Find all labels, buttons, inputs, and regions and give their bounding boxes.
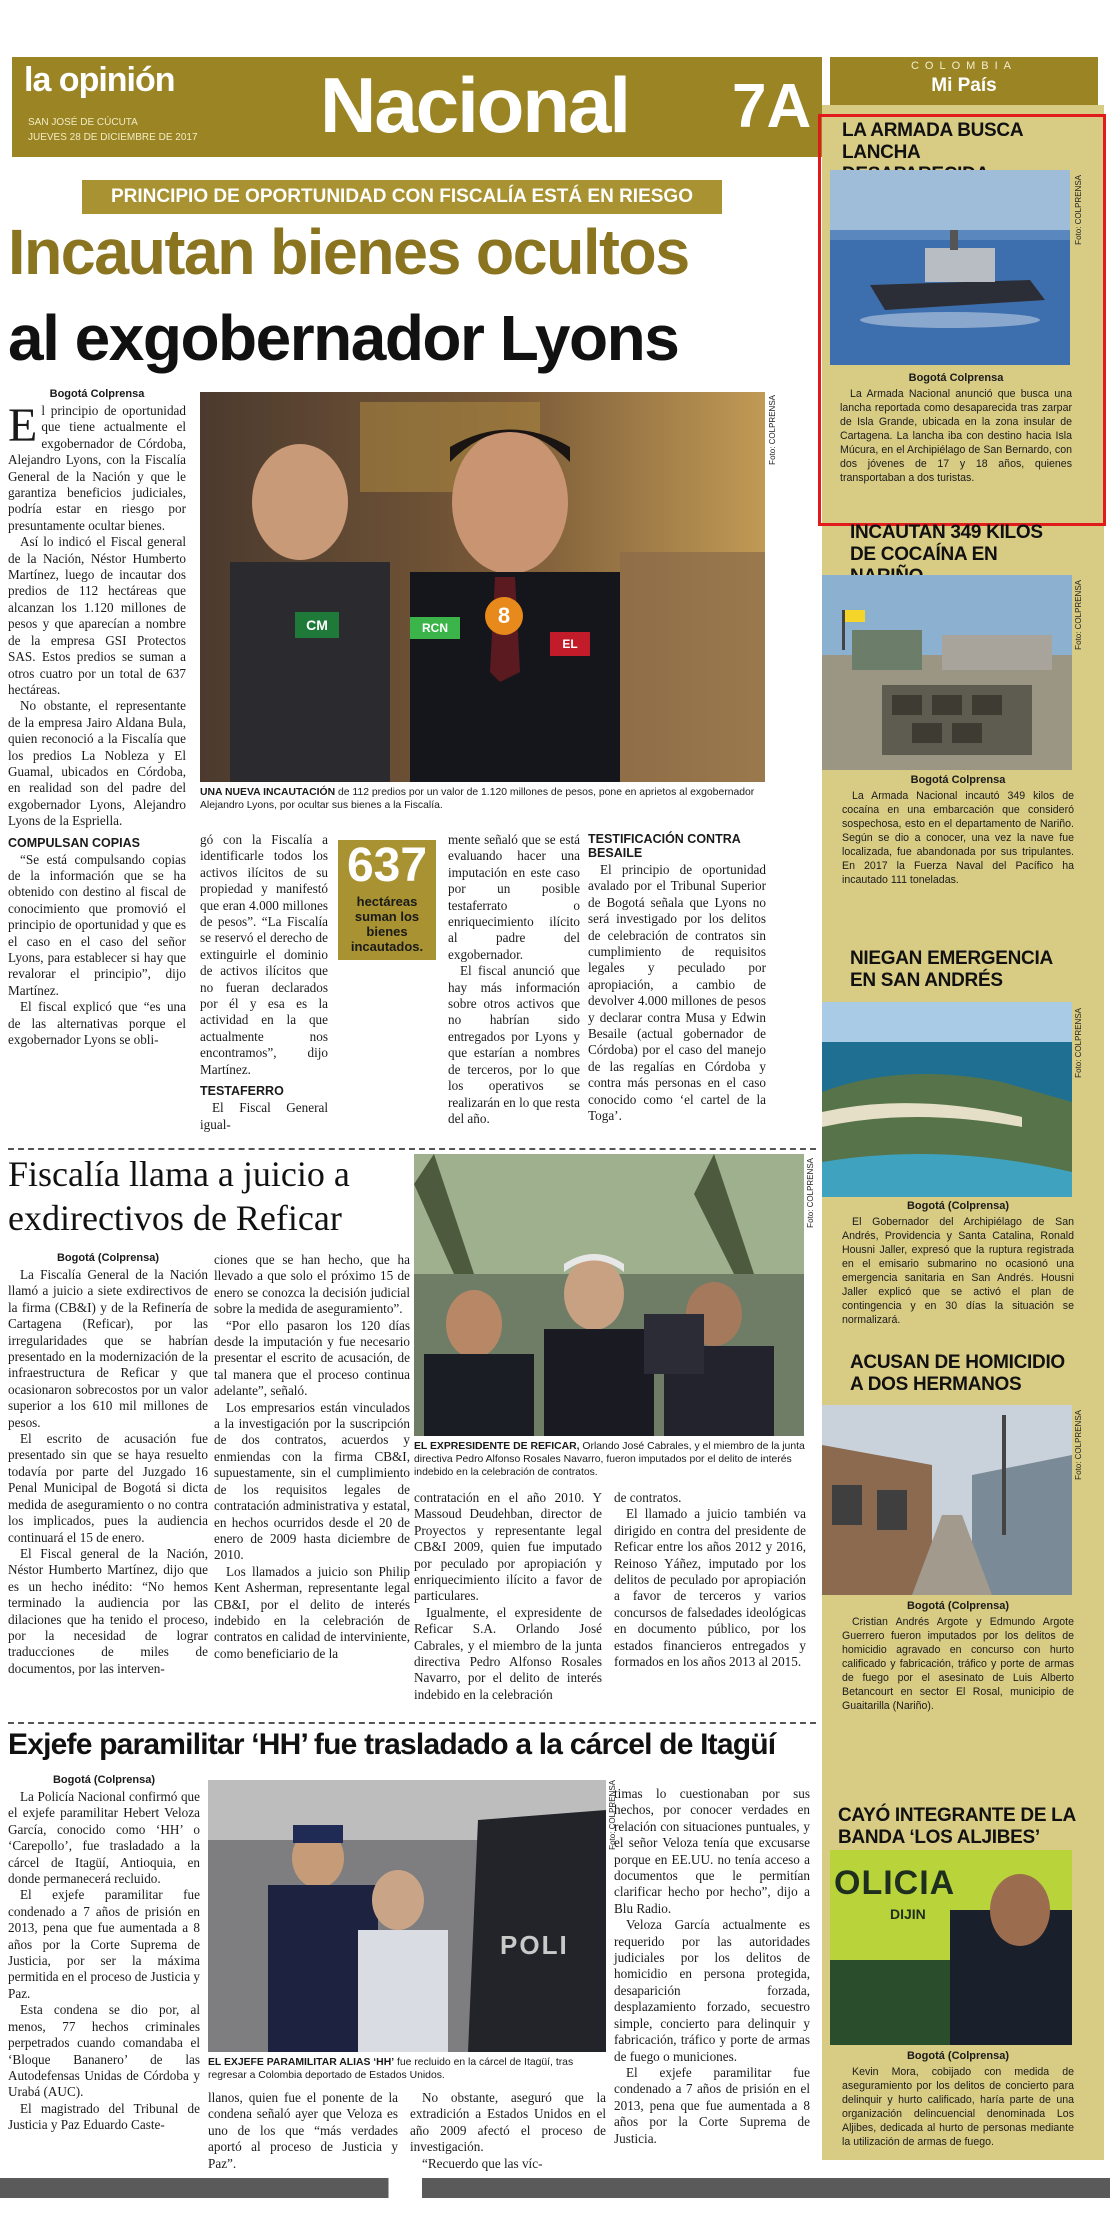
section-title: Nacional [320, 61, 630, 149]
sidebar-photo-island [822, 1002, 1072, 1197]
lead-headline-1: Incautan bienes ocultos [8, 216, 689, 288]
police-vest-text: OLICIA [834, 1864, 956, 1902]
hh-paragraph: El exjefe paramilitar fue condenado a 7 años de prisión en 2013, pena que fue aumentada a 8 años por la Corte Suprema de Justicia, por ser la máxima permitida en el proceso de Justicia y Paz. [8, 1887, 200, 2001]
sidebar-byline: Bogotá (Colprensa) [906, 2050, 1010, 2062]
shield-text: POLI [500, 1930, 569, 1960]
caption-text: de 112 predios por un valor de 1.120 millones de pesos, pone en aprietos al exgobernador Alejandro Lyons, por ocultar sus bienes a la Fiscalía. [200, 787, 755, 811]
photo-credit: Foto: COLPRENSA [608, 1780, 617, 1850]
reficar-column-3 [414, 1490, 602, 1703]
divider [8, 1722, 816, 1724]
mic-logo-rcn: RCN [410, 617, 460, 639]
hh-paragraph: llanos, quien fue el ponente de la condena señaló ayer que Veloza es uno de los que “más verdades aportó al proceso de Justicia y Paz”. [208, 2090, 398, 2171]
masthead-city: SAN JOSÉ DE CÚCUTA [28, 117, 138, 128]
reficar-caption [414, 1440, 806, 1479]
sidebar-byline: Bogotá Colprensa [908, 372, 1004, 384]
sidebar-story [842, 2050, 1074, 2149]
photo-credit: Foto: COLPRENSA [806, 1158, 815, 1228]
sidebar-story [840, 372, 1072, 485]
reficar-paragraph: La Fiscalía General de la Nación llamó a juicio a siete exdirectivos de la firma (CB&I) y de la Refinería de Cartagena (Reficar), por las irregularidades que se habrían presentado en la modernización de la infraestructura de Reficar y que ocasionaron sobrecostos por un valor superior a los 610 mil millones de pesos. [8, 1267, 208, 1430]
subhead-testaferro: TESTAFERRO [200, 1084, 284, 1099]
mic-logo-cm: CM [295, 612, 339, 638]
reficar-headline: Fiscalía llama a juicio a exdirectivos de Reficar [8, 1154, 350, 1238]
reficar-column-2 [214, 1252, 410, 1662]
sidebar-text: La Armada Nacional anunció que busca una lancha reportada como desaparecida tras zarpar de Isla Grande, ubicada en la zona insular de Cartagena. La lancha iba con destino hacia Isla Múcura, en el Archipiélago de San Bernardo, con dos jóvenes de 17 y 18 años, quienes transportaban a dos turistas. [840, 388, 1072, 484]
hh-paragraph: Veloza García actualmente es requerido por las autoridades judiciales por los delitos de homicidio en persona protegida, desaparición forzada, desplazamiento forzado, secuestro simple, concierto para delinquir y fabricación, tráfico y porte de armas de fuego o municiones. [614, 1917, 810, 2064]
lead-photo [200, 392, 765, 782]
sidebar-title: ACUSAN DE HOMICIDIO A DOS HERMANOS [850, 1352, 1065, 1395]
lead-paragraph: Así lo indicó el Fiscal general de la Nación, Néstor Humberto Martínez, luego de incautar dos predios de 112 hectáreas que alcanzan los 1.120 millones de pesos y que aparecían a nombre de la empresa GSI Protectos SAS. Estos predios se suman a otros cuatro por un total de 637 hectáreas. [8, 534, 186, 697]
hh-paragraph: “Recuerdo que las víc- [422, 2155, 543, 2171]
lead-column-3 [448, 832, 580, 1127]
lead-paragraph: l principio de oportunidad que tiene actualmente el exgobernador de Córdoba, Alejandro Lyons, con la Fiscalía General de la Nación y que le garantiza beneficios judiciales, podría estar en riesgo por presuntamente ocultar bienes. [8, 403, 186, 533]
sidebar-story [842, 774, 1074, 887]
reficar-column-4 [614, 1490, 806, 1670]
lead-headline-2: al exgobernador Lyons [8, 302, 679, 374]
hh-paragraph: El magistrado del Tribunal de Justicia y Paz Eduardo Caste- [8, 2100, 200, 2133]
hh-paragraph: timas lo cuestionaban por sus hechos, por conocer verdades en relación con situaciones puntuales, y el señor Veloza tenía que excusarse porque en EE.UU. no tenía acceso a documentos que le permitían clarificar hecho por hecho”, dijo a Blu Radio. [614, 1786, 810, 1916]
lead-paragraph: No obstante, el representante de la empresa Jairo Aldana Bula, quien reconoció a la Fiscalía que los predios La Nobleza y El Guamal, ubicados en Córdoba, en realidad son del padre del exgobernador Lyons, Alejandro Lyons de la Espriella. [8, 698, 186, 829]
hh-caption [208, 2056, 606, 2082]
sidebar-story [842, 1200, 1074, 1327]
masthead-date: JUEVES 28 DE DICIEMBRE DE 2017 [28, 132, 198, 143]
lead-paragraph: mente señaló que se está evaluando hacer una imputación en este caso por un posible testaferrato o enriquecimiento ilícito al padre del exgobernador. [448, 832, 580, 962]
sidebar-photo-street [822, 1405, 1072, 1595]
hh-byline: Bogotá (Colprensa) [52, 1774, 156, 1786]
sidebar-text: El Gobernador del Archipiélago de San Andrés, Providencia y Santa Catalina, Ronald Housni Jaller, expresó que la ruptura registrada en el emisario submarino no ocasionó una emergencia sanitaria en San Andrés. Housni Jaller explicó que se activó el plan de contingencia y en 30 días la situación se normalizará. [842, 1216, 1074, 1326]
hh-photo [208, 1780, 606, 2052]
hh-paragraph: El exjefe paramilitar fue condenado a 7 años de prisión en el 2013, pena que fue aumentada a 8 años por la Corte Suprema de Justicia. [614, 2064, 810, 2146]
mic-logo-8: 8 [485, 597, 523, 635]
stat-number: 637 [346, 839, 428, 892]
dropcap: E [8, 399, 38, 452]
lead-paragraph: “Se está compulsando copias de la información que se ha obtenido con destino al fiscal de conocimiento que promovió el principio de oportunidad y que es el caso en el caso del señor Lyons, para establecer si hay que revalorar el principio”, dijo Martínez. [8, 851, 186, 998]
sidebar-title: CAYÓ INTEGRANTE DE LA BANDA ‘LOS ALJIBES’ [838, 1805, 1076, 1848]
sidebar-title: NIEGAN EMERGENCIA EN SAN ANDRÉS [850, 948, 1053, 991]
masthead [12, 57, 822, 157]
hh-column-b [410, 2090, 606, 2172]
hh-column-c [614, 1786, 810, 2147]
reficar-paragraph: contratación en el año 2010. Y Massoud Deudehban, director de Proyectos y representante legal CB&I 2009, quien fue imputado por peculado por apropiación y enriquecimiento ilícito a favor de particulares. [414, 1490, 602, 1604]
photo-credit: Foto: COLPRENSA [1074, 175, 1083, 245]
subhead-compulsan: COMPULSAN COPIAS [8, 835, 140, 850]
sidebar-photo-boat [830, 170, 1070, 365]
sidebar-text: La Armada Nacional incautó 349 kilos de cocaína en una embarcación que consideró sospechosa, esto en el departamento de Nariño. Según se dio a conocer, una vez la nave fue localizada, fue abandonada por sus tripulantes. En 2017 la Fuerza Naval del Pacífico ha incautado 111 toneladas. [842, 790, 1074, 886]
sidebar-title: LA ARMADA BUSCA LANCHA [842, 120, 1023, 163]
police-vest-sub: DIJIN [890, 1906, 926, 1922]
lead-column-2 [200, 832, 328, 1133]
hh-paragraph: No obstante, aseguró que la extradición a Estados Unidos en el año 2009 afectó el proceso de investigación. [410, 2090, 606, 2155]
lead-kicker: PRINCIPIO DE OPORTUNIDAD CON FISCALÍA ESTÁ EN RIESGO [82, 180, 722, 214]
reficar-paragraph: Los empresarios están vinculados a la investigación por la suscripción de dos contratos, acuerdos y enmiendas con la firma CB&I, supuestamente, sin el cumplimiento de los requisitos legales de contratación administrativa y estatal, en hechos ocurridos desde el 20 de enero de 2009 hasta diciembre de 2010. [214, 1399, 410, 1563]
hh-column-a [208, 2090, 398, 2172]
reficar-paragraph: Igualmente, el expresidente de Reficar S.A. Orlando José Cabrales, y el miembro de la junta directiva Pedro Alfonso Rosales Navarro, por el delito de interés indebido en la celebración [414, 1604, 602, 1702]
sidebar-header [830, 57, 1098, 105]
sidebar-text: Cristian Andrés Argote y Edmundo Argote Guerrero fueron imputados por los delitos de homicidio agravado en concurso con hurto calificado y fabricación, tráfico y porte de armas de fuego por el asesinato de Luis Alberto Betancourt en sector El Rosal, municipio de Guaitarilla (Nariño). [842, 1616, 1074, 1712]
hh-paragraph: Esta condena se dio por, al menos, 77 hechos criminales perpetrados cuando comandaba el ‘Bloque Bananero’ de las Autodefensas Unidas de Córdoba y Urabá (AUC). [8, 2002, 200, 2100]
caption-text: fue recluido en la cárcel de Itagüí, tras regresar a Colombia deportado de Estados Unidos. [208, 2057, 574, 2081]
hh-paragraph: La Policía Nacional confirmó que el exjefe paramilitar Hebert Veloza García, conocido como ‘HH’ o ‘Carepollo’, fue trasladado a la cárcel de Itagüí, Antioquia, en donde permanecerá recluido. [8, 1789, 200, 1887]
caption-text: Orlando José Cabrales, y el miembro de la junta directiva Pedro Alfonso Rosales Navarro, fueron imputados por el delito de interés indebido en la celebración de contratos. [414, 1441, 805, 1478]
sidebar-text: Kevin Mora, cobijado con medida de aseguramiento por los delitos de concierto para delinquir y hurto calificado, haría parte de una organización delincuencial denominada Los Aljibes, dedicada al hurto de personas mediante la utilización de armas de fuego. [842, 2066, 1074, 2148]
photo-credit: Foto: COLPRENSA [768, 395, 777, 465]
lead-column-1 [8, 388, 186, 1048]
reficar-photo [414, 1154, 804, 1436]
reficar-paragraph: de contratos. [614, 1490, 682, 1505]
caption-lead: EL EXJEFE PARAMILITAR ALIAS ‘HH’ [208, 2057, 395, 2068]
stat-label: hectáreas suman los bienes incautados. [350, 894, 424, 954]
sidebar-country: COLOMBIA [910, 60, 1018, 72]
sidebar-byline: Bogotá (Colprensa) [906, 1600, 1010, 1612]
sidebar-byline: Bogotá Colprensa [910, 774, 1006, 786]
reficar-paragraph: “Por ello pasaron los 120 días desde la imputación y fue necesario presentar el escrito de acusación, de tal manera que el proceso continua adelante”, señaló. [214, 1317, 410, 1399]
photo-credit: Foto: COLPRENSA [1074, 1410, 1083, 1480]
reficar-paragraph: El llamado a juicio también va dirigido en contra del presidente de Reficar entre los años 2012 y 2016, Reinoso Yáñez, imputado por los delitos de peculado por apropiación a favor de terceros y varios concursos de falsedades ideológicas en documento público, por los estados financieros entregados y formados en los años 2013 al 2015. [614, 1506, 806, 1670]
lead-paragraph: El principio de oportunidad avalado por el Tribunal Superior de Bogotá señala que Lyons no será investigado por los delitos de celebración de contratos sin cumplimiento de requisitos legales y peculado por apropiación, a cambio de devolver 4.000 millones de pesos y declarar contra Musa y Edwin Besaile (actual gobernador de Córdoba) por el caso del manejo de las regalías en Córdoba y contra más personas en el caso conocido como ‘el cartel de la Toga’. [588, 862, 766, 1124]
reficar-paragraph: ciones que se han hecho, que ha llevado a que solo el próximo 15 de enero se conozca la decisión judicial sobre la medida de aseguramiento”. [214, 1252, 410, 1317]
hh-headline: Exjefe paramilitar ‘HH’ fue trasladado a la cárcel de Itagüí [8, 1728, 776, 1761]
lead-byline: Bogotá Colprensa [49, 388, 145, 400]
reficar-byline: Bogotá (Colprensa) [56, 1252, 160, 1264]
sidebar-photo-police [830, 1850, 1072, 2045]
sidebar-story [842, 1600, 1074, 1713]
reficar-paragraph: Los llamados a juicio son Philip Kent Asherman, representante legal CB&I, por el delito de interés indebido en la celebración de contratos en calidad de interviniente, como beneficiario de la [214, 1563, 410, 1661]
mic-logo-el: EL [550, 632, 590, 656]
bottom-color-bar [0, 2178, 1110, 2198]
lead-column-4 [588, 832, 766, 1125]
lead-caption [200, 786, 765, 812]
logo: la opinión [24, 61, 175, 99]
sidebar-section: Mi País [931, 75, 997, 96]
lead-paragraph: El Fiscal General igual- [200, 1100, 328, 1132]
reficar-column-1 [8, 1252, 208, 1677]
page-number: 7A [732, 72, 812, 141]
caption-lead: EL EXPRESIDENTE DE REFICAR, [414, 1441, 580, 1452]
photo-credit: Foto: COLPRENSA [1074, 580, 1083, 650]
hh-column-1 [8, 1774, 200, 2134]
divider [8, 1148, 816, 1150]
stat-box [338, 840, 436, 960]
subhead-besaile: TESTIFICACIÓN CONTRA BESAILE [588, 832, 741, 860]
sidebar-byline: Bogotá (Colprensa) [906, 1200, 1010, 1212]
reficar-paragraph: El escrito de acusación fue presentado sin que se haya resuelto todavía por parte del Juzgado 16 Penal Municipal de Bogotá si dicta medida de aseguramiento o no contra los implicados, pues la audiencia continuará el 15 de enero. [8, 1431, 208, 1545]
reficar-paragraph: El Fiscal general de la Nación, Néstor Humberto Martínez, dijo que es un hecho inédito: “No hemos terminado la audiencia por las dilaciones que ha tenido el proceso, por la necesidad de lograr traducciones de miles de documentos, por las interven- [8, 1545, 208, 1676]
lead-paragraph: El fiscal explicó que “es una de las alternativas porque el exgobernador Lyons se obli- [8, 999, 186, 1048]
sidebar-photo-cocaine [822, 575, 1072, 770]
photo-credit: Foto: COLPRENSA [1074, 1008, 1083, 1078]
sidebar-title: INCAUTAN 349 KILOS DE COCAÍNA EN [850, 522, 1043, 565]
caption-lead: UNA NUEVA INCAUTACIÓN [200, 787, 336, 798]
lead-paragraph: gó con la Fiscalía a identificarle todos los activos ilícitos de su propiedad y manifestó que eran 4.000 millones de pesos”. “La Fiscalía se reservó el derecho de extinguirle el dominio de activos ilícitos que no fueran declarados por él y esa es la actividad en la que actualmente nos encontramos”, dijo Martínez. [200, 832, 328, 1077]
lead-paragraph: El fiscal anunció que hay más información sobre otros activos que no habrían sido entregados por Lyons y que estarían a nombres de terceros, por lo que los operativos se realizarán en lo que resta del año. [448, 963, 580, 1126]
